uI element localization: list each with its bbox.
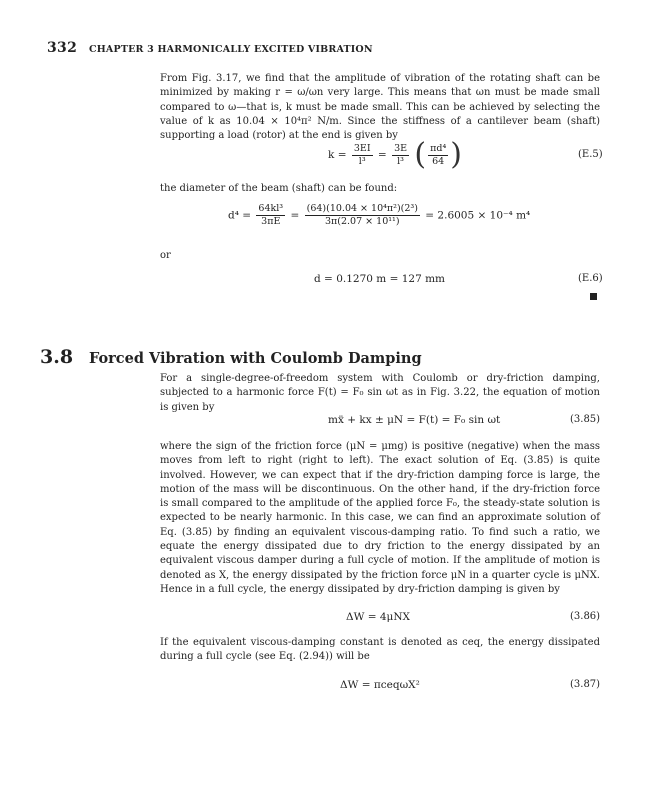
body-paragraph: where the sign of the friction force (μN = μmg) is positive (negative) when the mass moves from left to right (right to left). The exact solution of Eq. (3.85) is quite involved. However, we can expect that if the dry-friction damping force is large, the motion of the mass will be discontinuous. On the other hand, if the dry-friction force is small compared to the amplitude of the applied force F₀, the steady-state solution is expected to be nearly harmonic. In this case, we can find an approximate solution of Eq. (3.85) by finding an equivalent viscous-damping ratio. To find such a ratio, we equate the energy dissipated due to dry friction to the energy dissipated by an equivalent viscous damper during a full cycle of motion. If the amplitude of motion is denoted as X, the energy dissipated by the friction force μN in a quarter cycle is μNX. Hence in a full cycle, the energy dissipated by dry-friction damping is given by bbox=[160, 441, 600, 595]
eq-e5-lparen: ( bbox=[414, 137, 427, 172]
eq-e5-den1: l³ bbox=[358, 155, 366, 167]
eq-e5-inner-num: πd⁴ bbox=[430, 142, 447, 154]
ceq-paragraph: If the equivalent viscous-damping constant is denoted as ceq, the energy dissipated during a full cycle (see Eq. (2.94)) will be bbox=[160, 637, 600, 663]
eq-d4-frac2 bbox=[305, 203, 420, 228]
chapter-header: CHAPTER 3 HARMONICALLY EXCITED VIBRATION bbox=[89, 44, 373, 55]
eq-387-label: (3.87) bbox=[570, 679, 601, 690]
eq-d4-num2: (64)(10.04 × 10⁴π²)(2³) bbox=[306, 203, 418, 214]
eq-e5-lhs: k = bbox=[328, 149, 347, 161]
eq-d4-num1: 64kl³ bbox=[258, 203, 284, 214]
equation-e5 bbox=[328, 137, 462, 172]
section-title: Forced Vibration with Coulomb Damping bbox=[89, 350, 422, 367]
eq-e5-num2: 3E bbox=[394, 142, 408, 154]
eq-e6-label: (E.6) bbox=[578, 273, 603, 284]
eq-d4-den2: 3π(2.07 × 10¹¹) bbox=[325, 216, 400, 227]
eq-d4-frac1 bbox=[256, 203, 285, 228]
eq-e5-inner-den: 64 bbox=[432, 155, 445, 167]
eq-e5-inner-frac bbox=[428, 143, 448, 168]
equation-387: ΔW = πceqωX² bbox=[340, 679, 420, 691]
eq-e5-frac2 bbox=[392, 143, 409, 168]
eq-d4-lhs: d⁴ = bbox=[228, 209, 252, 222]
eq-e5-frac1 bbox=[352, 143, 373, 168]
diameter-text: the diameter of the beam (shaft) can be found: bbox=[160, 183, 398, 194]
eq-e5-eq: = bbox=[377, 149, 387, 161]
eq-e5-num1: 3EI bbox=[353, 142, 371, 154]
eq-e5-den2: l³ bbox=[397, 155, 404, 167]
equation-385: mẍ + kx ± μN = F(t) = F₀ sin ωt bbox=[328, 414, 501, 426]
section-number: 3.8 bbox=[40, 346, 74, 368]
or-text: or bbox=[160, 250, 171, 261]
eq-d4-eq: = bbox=[290, 209, 300, 222]
section-intro: For a single-degree-of-freedom system with Coulomb or dry-friction damping, subjected to a harmonic force F(t) = F₀ sin ωt as in Fig. 3.22, the equation of motion is given by bbox=[160, 373, 600, 413]
intro-paragraph: From Fig. 3.17, we find that the amplitude of vibration of the rotating shaft can be minimized by making r = ω/ωn very large. This means that ωn must be made small compared to ω—that is, k must be made small. This can be achieved by selecting the value of k as 10.04 × 10⁴π² N/m. Since the stiffness of a cantilever beam (shaft) supporting a load (rotor) at the end is given by bbox=[160, 73, 600, 142]
eq-d4-den1: 3πE bbox=[261, 216, 281, 227]
eq-385-label: (3.85) bbox=[570, 414, 601, 425]
equation-d4 bbox=[228, 203, 530, 228]
equation-386: ΔW = 4μNX bbox=[346, 611, 411, 623]
eq-e5-label: (E.5) bbox=[578, 149, 603, 160]
end-of-example-square bbox=[590, 293, 597, 300]
eq-386-label: (3.86) bbox=[570, 611, 601, 622]
page-number: 332 bbox=[47, 40, 78, 56]
eq-d4-result: = 2.6005 × 10⁻⁴ m⁴ bbox=[425, 209, 531, 222]
eq-e5-rparen: ) bbox=[450, 137, 462, 172]
equation-e6: d = 0.1270 m = 127 mm bbox=[314, 273, 445, 285]
